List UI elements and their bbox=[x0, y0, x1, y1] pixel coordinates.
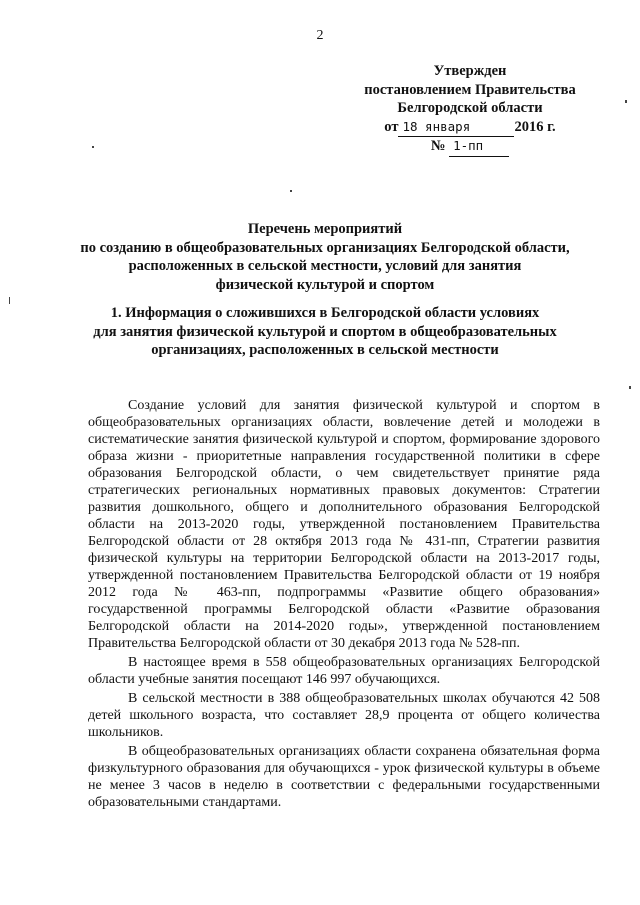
title-line-1: Перечень мероприятий bbox=[247, 221, 403, 237]
document-title bbox=[60, 220, 590, 294]
title-line-4: физической культурой и спортом bbox=[215, 276, 435, 293]
approval-line-2: постановлением Правительства bbox=[364, 81, 576, 98]
paragraph-1: Создание условий для занятия физической культурой и спортом в общеобразовательных организациях области, вовлечение детей и молодежи в систематические занятия физической культурой и спортом, формирование здорового образа жизни - приоритетные направления государственной политики в сфере образования Белгородской области, о чем свидетельствует принятие ряда стратегических региональных нормативных правовых документов: Стратегии развития дошкольного, общего и дополнительного образования Белгородской области на 2013-2020 годы, утвержденной постановлением Правительства Белгородской области от 28 октября 2013 года № 431-пп, Стратегии развития физической культуры на территории Белгородской области на 2013-2017 годы, утвержденной постановлением Правительства Белгородской области от 19 ноября 2012 года № 463-пп, подпрограммы «Развитие общего образования» государственной программы Белгородской области «Развитие образования Белгородской области на 2014-2020 годы», утвержденной постановлением Правительства Белгородской области от 30 декабря 2013 года № 528-пп. bbox=[88, 398, 600, 651]
scan-speck bbox=[92, 146, 94, 148]
section-line-2: для занятия физической культурой и спортом в общеобразовательных bbox=[93, 323, 557, 340]
approval-line-3: Белгородской области bbox=[397, 100, 543, 116]
approval-date bbox=[358, 118, 582, 138]
approval-date-handwritten: 18 января bbox=[398, 118, 514, 138]
approval-number bbox=[358, 137, 582, 157]
title-line-2: по созданию в общеобразовательных организациях Белгородской области, bbox=[80, 239, 570, 256]
scan-speck bbox=[629, 386, 631, 389]
section-line-1: 1. Информация о сложившихся в Белгородской области условиях bbox=[110, 305, 540, 321]
paragraph-4: В общеобразовательных организациях области сохранена обязательная форма физкультурного образования для обучающихся - урок физической культуры в объеме не менее 3 часов в неделю в соответствии с федеральными государственными образовательными стандартами. bbox=[88, 744, 600, 810]
approval-number-prefix: № bbox=[430, 138, 446, 154]
approval-stamp bbox=[358, 62, 582, 157]
scan-speck bbox=[9, 297, 10, 304]
paragraph-3: В сельской местности в 388 общеобразовательных школах обучаются 42 508 детей школьного возраста, что составляет 28,9 процента от общего количества школьников. bbox=[88, 691, 600, 740]
approval-date-suffix: 2016 г. bbox=[514, 118, 556, 135]
title-line-3: расположенных в сельской местности, условий для занятия bbox=[128, 258, 522, 274]
paragraph-2: В настоящее время в 558 общеобразовательных организациях Белгородской области учебные занятия посещают 146 997 обучающихся. bbox=[88, 655, 600, 687]
page-number: 2 bbox=[316, 28, 324, 43]
scan-speck bbox=[625, 100, 627, 103]
approval-line-1: Утвержден bbox=[433, 63, 507, 79]
approval-number-handwritten: 1-пп bbox=[449, 137, 509, 157]
section-heading bbox=[60, 304, 590, 360]
section-line-3: организациях, расположенных в сельской местности bbox=[151, 342, 499, 358]
body-text bbox=[88, 397, 600, 813]
scan-speck bbox=[290, 190, 292, 192]
approval-date-prefix: от bbox=[384, 118, 399, 135]
